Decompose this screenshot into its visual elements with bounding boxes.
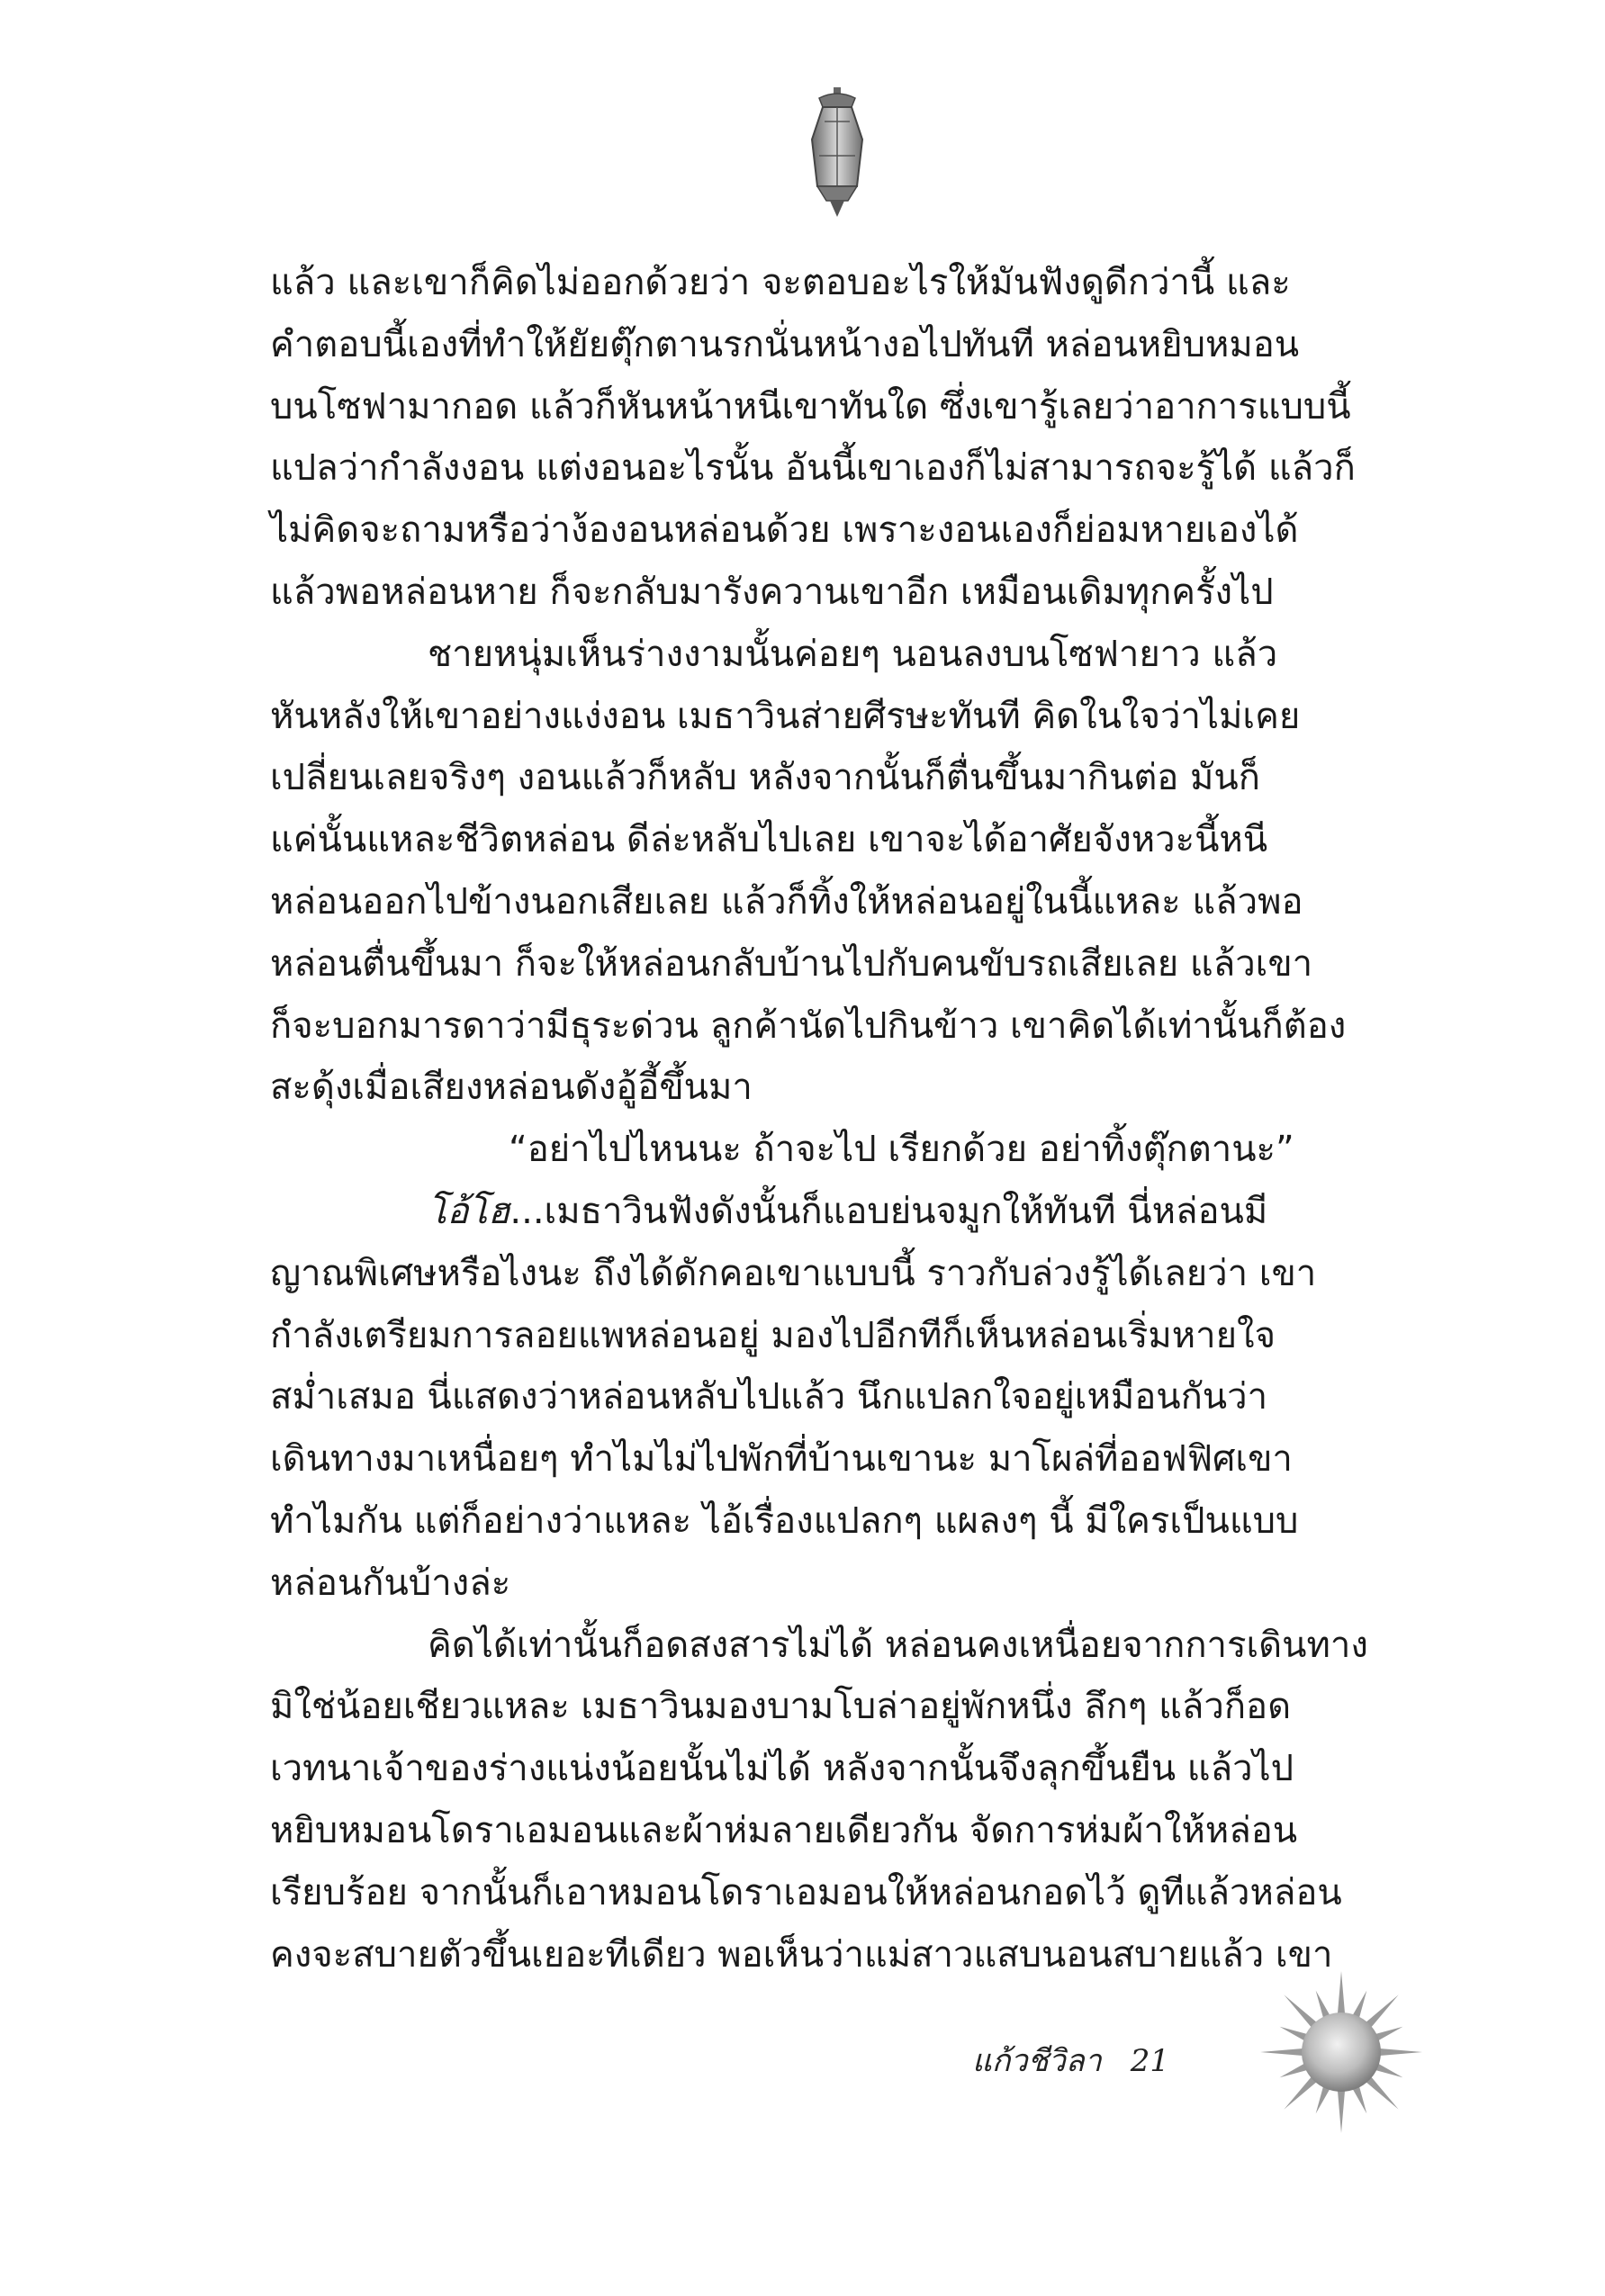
text-line-17: ญาณพิเศษหรือไงนะ ถึงได้ดักคอเขาแบบนี้ ราวกับล่วงรู้ได้เลยว่า เขา	[270, 1252, 1317, 1294]
text-line-1: แล้ว และเขาก็คิดไม่ออกด้วยว่า จะตอบอะไรให้มันฟังดูดีกว่านี้ และ	[270, 262, 1291, 303]
text-line-20: เดินทางมาเหนื่อยๆ ทำไมไม่ไปพักที่บ้านเขานะ มาโผล่ที่ออฟฟิศเขา	[270, 1438, 1293, 1481]
text-line-9: เปลี่ยนเลยจริงๆ งอนแล้วก็หลับ หลังจากนั้นก็ตื่นขึ้นมากินต่อ มันก็	[270, 757, 1260, 799]
text-line-2: คำตอบนี้เองที่ทำให้ยัยตุ๊กตานรกนั่นหน้างอไปทันที หล่อนหยิบหมอน	[270, 323, 1300, 365]
text-line-8: หันหลังให้เขาอย่างแง่งอน เมธาวินส่ายศีรษะทันที คิดในใจว่าไม่เคย	[270, 695, 1301, 737]
text-line-28: คงจะสบายตัวขึ้นเยอะทีเดียว พอเห็นว่าแม่สาวแสบนอนสบายแล้ว เขา	[270, 1933, 1333, 1976]
text-line-19: สม่ำเสมอ นี่แสดงว่าหล่อนหลับไปแล้ว นึกแปลกใจอยู่เหมือนกันว่า	[270, 1376, 1268, 1418]
text-line-25: เวทนาเจ้าของร่างแน่งน้อยนั้นไม่ได้ หลังจากนั้นจึงลุกขึ้นยืน แล้วไป	[270, 1748, 1294, 1790]
emphasis-text: โอ้โฮ	[428, 1190, 510, 1232]
page-number: 21	[1130, 2043, 1169, 2079]
text-line-15: “อย่าไปไหนนะ ถ้าจะไป เรียกด้วย อย่าทิ้งตุ๊กตานะ”	[509, 1129, 1294, 1171]
text-line-6: แล้วพอหล่อนหาย ก็จะกลับมารังควานเขาอีก เหมือนเดิมทุกครั้งไป	[270, 571, 1274, 613]
text-line-7: ชายหนุ่มเห็นร่างงามนั้นค่อยๆ นอนลงบนโซฟายาว แล้ว	[428, 633, 1278, 675]
text-line-27: เรียบร้อย จากนั้นก็เอาหมอนโดราเอมอนให้หล่อนกอดไว้ ดูทีแล้วหล่อน	[270, 1871, 1342, 1913]
text-line-3: บนโซฟามากอด แล้วก็หันหน้าหนีเขาทันใด ซึ่งเขารู้เลยว่าอาการแบบนี้	[270, 385, 1351, 428]
sun-icon	[1256, 1967, 1427, 2138]
text-line-21: ทำไมกัน แต่ก็อย่างว่าแหละ ไอ้เรื่องแปลกๆ แผลงๆ นี้ มีใครเป็นแบบ	[270, 1499, 1299, 1542]
text-line-12: หล่อนตื่นขึ้นมา ก็จะให้หล่อนกลับบ้านไปกับคนขับรถเสียเลย แล้วเขา	[270, 942, 1313, 985]
text-line-5: ไม่คิดจะถามหรือว่าง้องอนหล่อนด้วย เพราะงอนเองก็ย่อมหายเองได้	[270, 509, 1299, 552]
text-line-22: หล่อนกันบ้างล่ะ	[270, 1562, 511, 1604]
text-line-10: แค่นั้นแหละชีวิตหล่อน ดีล่ะหลับไปเลย เขาจะได้อาศัยจังหวะนี้หนี	[270, 819, 1268, 861]
text-line-16-rest: ...เมธาวินฟังดังนั้นก็แอบย่นจมูกให้ทันที นี่หล่อนมี	[509, 1190, 1268, 1232]
text-line-26: หยิบหมอนโดราเอมอนและผ้าห่มลายเดียวกัน จัดการห่มผ้าให้หล่อน	[270, 1809, 1298, 1851]
text-line-24: มิใช่น้อยเชียวแหละ เมธาวินมองบามโบล่าอยู่พักหนึ่ง ลึกๆ แล้วก็อด	[270, 1686, 1292, 1728]
body-text	[270, 252, 1386, 1985]
text-line-18: กำลังเตรียมการลอยแพหล่อนอยู่ มองไปอีกทีก็เห็นหล่อนเริ่มหายใจ	[270, 1314, 1276, 1356]
text-line-4: แปลว่ากำลังงอน แต่งอนอะไรนั้น อันนี้เขาเองก็ไม่สามารถจะรู้ได้ แล้วก็	[270, 447, 1356, 490]
text-line-23: คิดได้เท่านั้นก็อดสงสารไม่ได้ หล่อนคงเหนื่อยจากการเดินทาง	[428, 1624, 1368, 1666]
lantern-icon	[792, 86, 882, 221]
page-footer	[972, 2034, 1169, 2088]
text-line-11: หล่อนออกไปข้างนอกเสียเลย แล้วก็ทิ้งให้หล่อนอยู่ในนี้แหละ แล้วพอ	[270, 880, 1303, 923]
text-line-14: สะดุ้งเมื่อเสียงหล่อนดังอู้อี้ขึ้นมา	[270, 1067, 753, 1109]
text-line-16	[270, 1181, 1386, 1243]
book-title: แก้วชีวิลา	[972, 2043, 1102, 2079]
text-line-13: ก็จะบอกมารดาว่ามีธุระด่วน ลูกค้านัดไปกินข้าว เขาคิดได้เท่านั้นก็ต้อง	[270, 1004, 1347, 1047]
